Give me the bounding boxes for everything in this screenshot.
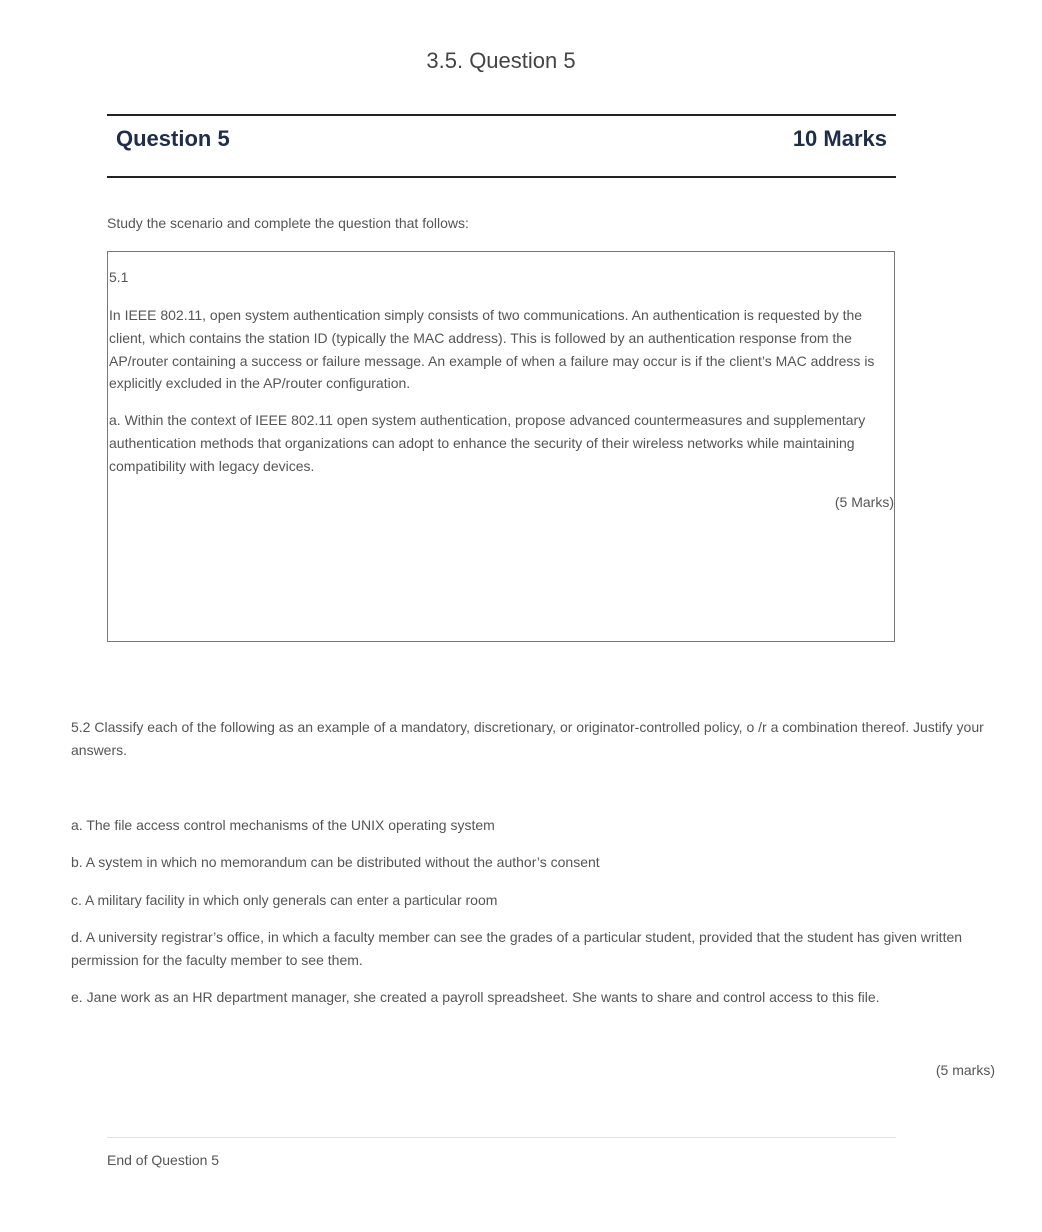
list-item: a. The file access control mechanisms of the UNIX operating system xyxy=(71,817,495,833)
scenario-text: In IEEE 802.11, open system authentication simply consists of two communications. An authentication is requested by the client, which contains the station ID (typically the MAC address). This is followed by an authentication response from the AP/router containing a success or failure message. An example of when a failure may occur is if the client’s MAC address is explicitly excluded in the AP/router configuration. xyxy=(109,307,875,392)
question-header xyxy=(107,114,896,178)
list-item: c. A military facility in which only generals can enter a particular room xyxy=(71,892,498,908)
list-item: e. Jane work as an HR department manager, she created a payroll spreadsheet. She wants to share and control access to this file. xyxy=(71,989,880,1005)
end-of-question-text: End of Question 5 xyxy=(107,1152,220,1168)
question-5-1-box xyxy=(107,251,895,642)
divider xyxy=(107,1137,896,1138)
intro-text: Study the scenario and complete the question that follows: xyxy=(107,215,469,231)
question-5-2-marks: (5 marks) xyxy=(935,1062,995,1078)
list-item: d. A university registrar’s office, in which a faculty member can see the grades of a particular student, provided that the student has given written permission for the faculty member to see them. xyxy=(71,929,963,968)
question-marks: 10 Marks xyxy=(792,126,887,151)
sub-question-number: 5.1 xyxy=(109,269,129,285)
part-a-marks: (5 Marks) xyxy=(834,494,894,510)
question-title: Question 5 xyxy=(116,126,230,151)
list-item: b. A system in which no memorandum can be distributed without the author’s consent xyxy=(71,854,600,870)
page-title: 3.5. Question 5 xyxy=(426,48,576,73)
question-5-2-prompt: 5.2 Classify each of the following as an example of a mandatory, discretionary, or originator-controlled policy, o /r a combination thereof. Justify your answers. xyxy=(71,719,984,758)
part-a-text: a. Within the context of IEEE 802.11 open system authentication, propose advanced countermeasures and supplementary authentication methods that organizations can adopt to enhance the security of their wireless networks while maintaining compatibility with legacy devices. xyxy=(109,412,866,474)
